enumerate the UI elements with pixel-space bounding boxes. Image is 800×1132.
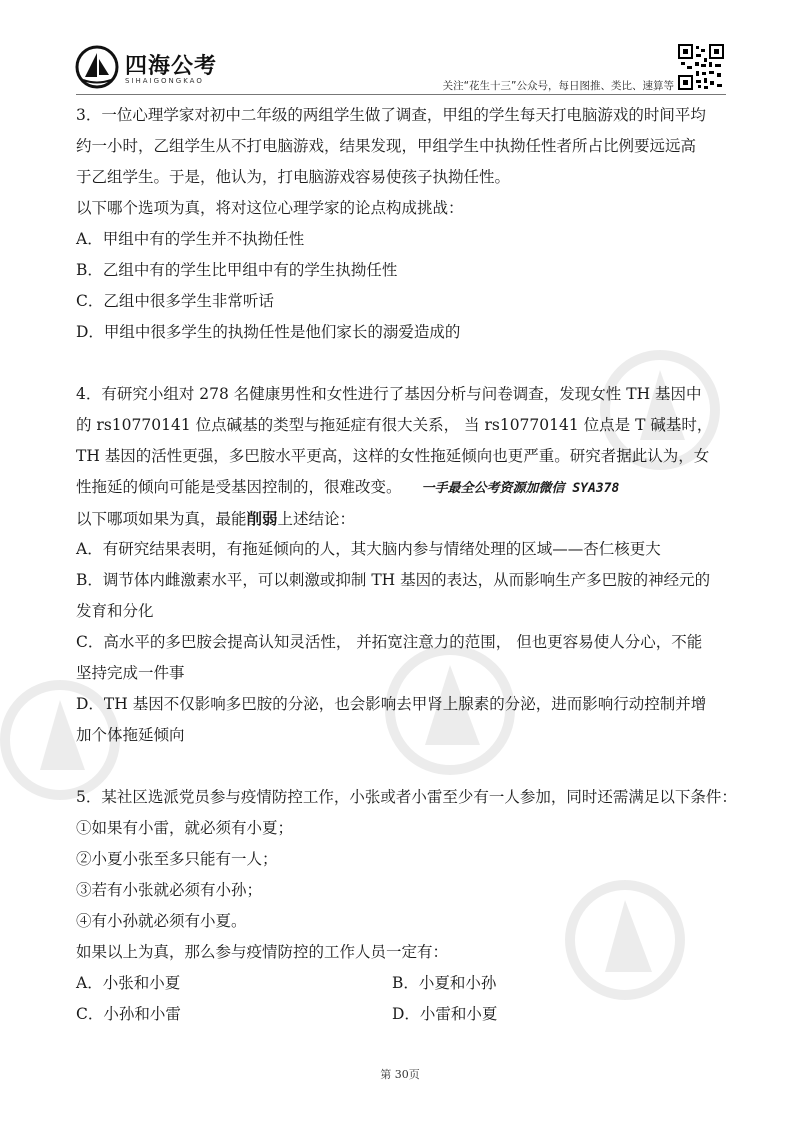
option-d: D．小雷和小夏 xyxy=(392,1005,498,1023)
option-c: C．小孙和小雷 xyxy=(76,1005,181,1023)
stem-text: 性拖延的倾向可能是受基因控制的，很难改变。 xyxy=(76,478,402,496)
condition-2: ②小夏小张至多只能有一人； xyxy=(76,850,278,868)
question-stem-line: 于乙组学生。于是，他认为，打电脑游戏容易使孩子执拗任性。 xyxy=(76,168,511,186)
prompt-post: 上述结论： xyxy=(277,510,356,528)
question-3 xyxy=(76,100,726,348)
sailboat-logo-icon xyxy=(75,45,119,89)
option-b-cont: 发育和分化 xyxy=(76,602,154,620)
page-header xyxy=(0,0,800,100)
option-b: B．调节体内雌激素水平，可以刺激或抑制 TH 基因的表达，从而影响生产多巴胺的神经元的 xyxy=(76,571,711,589)
prompt-pre: 以下哪项如果为真，最能 xyxy=(76,510,247,528)
page-number: 第 30页 xyxy=(380,1068,420,1081)
question-stem-line: 5．某社区选派党员参与疫情防控工作，小张或者小雷至少有一人参加，同时还需满足以下条件： xyxy=(76,788,737,806)
question-4 xyxy=(76,379,726,751)
logo-subtitle: SIHAIGONGKAO xyxy=(125,77,204,85)
condition-3: ③若有小张就必须有小孙； xyxy=(76,881,263,899)
question-stem-line xyxy=(76,472,726,503)
prompt-emphasis: 削弱 xyxy=(246,509,278,528)
option-c: C．乙组中很多学生非常听话 xyxy=(76,292,274,310)
question-stem-line: 约一小时，乙组学生从不打电脑游戏，结果发现，甲组学生中执拗任性者所占比例要远远高 xyxy=(76,137,697,155)
question-prompt: 以下哪个选项为真，将对这位心理学家的论点构成挑战： xyxy=(76,199,464,217)
question-stem-line: 3．一位心理学家对初中二年级的两组学生做了调查，甲组的学生每天打电脑游戏的时间平均 xyxy=(76,106,706,124)
option-d-cont: 加个体拖延倾向 xyxy=(76,726,185,744)
promo-text: 一手最全公考资源加微信 SYA378 xyxy=(421,481,620,496)
option-a: A．有研究结果表明，有拖延倾向的人，其大脑内参与情绪处理的区域——杏仁核更大 xyxy=(76,540,661,558)
logo-title: 四海公考 xyxy=(125,54,218,79)
option-d: D．甲组中很多学生的执拗任性是他们家长的溺爱造成的 xyxy=(76,323,461,341)
header-divider xyxy=(76,94,726,95)
qr-code-icon xyxy=(678,44,724,90)
condition-1: ①如果有小雷，就必须有小夏； xyxy=(76,819,294,837)
page-content xyxy=(76,100,737,1030)
question-stem-line: 4．有研究小组对 278 名健康男性和女性进行了基因分析与问卷调查，发现女性 TH 基因中 xyxy=(76,385,702,403)
brand-logo xyxy=(75,45,295,90)
option-a: A．小张和小夏 xyxy=(76,974,181,992)
question-stem-line: TH 基因的活性更强，多巴胺水平更高，这样的女性拖延倾向也更严重。研究者据此认为，女 xyxy=(76,447,710,465)
options-row xyxy=(76,999,726,1030)
question-prompt: 如果以上为真，那么参与疫情防控的工作人员一定有： xyxy=(76,943,449,961)
question-prompt xyxy=(76,503,726,534)
option-c-cont: 坚持完成一件事 xyxy=(76,664,185,682)
options-row xyxy=(76,968,726,999)
condition-4: ④有小孙就必须有小夏。 xyxy=(76,912,247,930)
option-a: A．甲组中有的学生并不执拗任性 xyxy=(76,230,305,248)
option-c: C．高水平的多巴胺会提高认知灵活性， 并拓宽注意力的范围， 但也更容易使人分心，不能 xyxy=(76,633,703,651)
question-5 xyxy=(76,782,737,1030)
question-stem-line: 的 rs10770141 位点碱基的类型与拖延症有很大关系， 当 rs10770141 位点是 T 碱基时， xyxy=(76,416,713,434)
header-tagline: 关注“花生十三”公众号，每日图推、类比、速算等 xyxy=(442,80,674,92)
option-d: D．TH 基因不仅影响多巴胺的分泌，也会影响去甲肾上腺素的分泌，进而影响行动控制并增 xyxy=(76,695,707,713)
option-b: B．乙组中有的学生比甲组中有的学生执拗任性 xyxy=(76,261,398,279)
option-b: B．小夏和小孙 xyxy=(392,974,497,992)
